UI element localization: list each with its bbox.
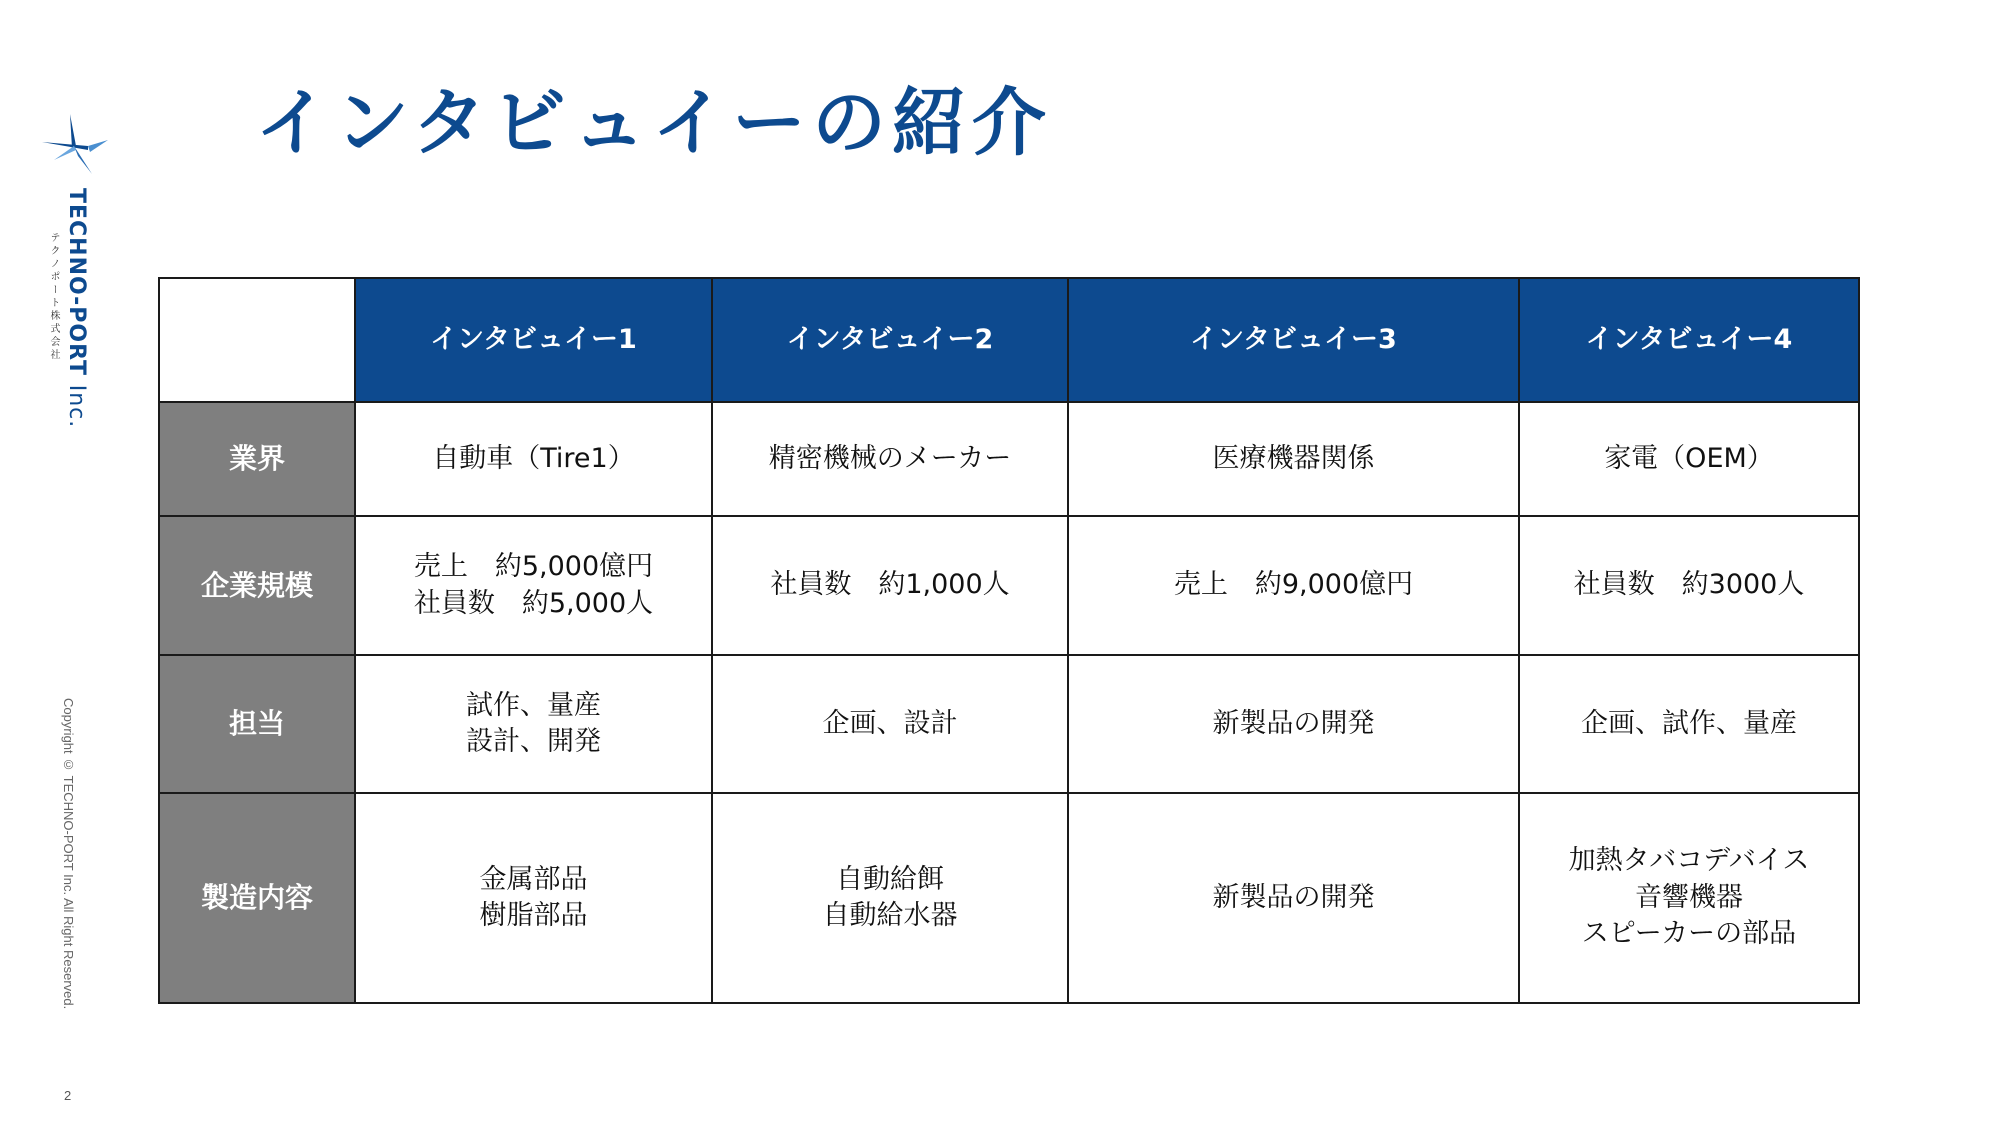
table-cell	[355, 655, 712, 793]
table-cell	[712, 793, 1068, 1003]
techno-port-logo-icon	[40, 112, 110, 182]
column-header-interviewee-4: インタビュイー4	[1519, 278, 1859, 402]
table-cell	[355, 793, 712, 1003]
brand-subtitle: テクノポート株式会社	[48, 232, 59, 362]
interviewee-table	[158, 277, 1860, 1004]
table-row-company-size	[159, 516, 1859, 655]
row-header-products: 製造内容	[159, 793, 355, 1003]
table-row-industry	[159, 402, 1859, 516]
row-header-industry: 業界	[159, 402, 355, 516]
cell-line: 樹脂部品	[479, 900, 588, 931]
cell-line: 試作、量産	[466, 689, 601, 721]
column-header-interviewee-2: インタビュイー2	[712, 278, 1068, 402]
table-row-role	[159, 655, 1859, 793]
table-cell	[1068, 516, 1519, 655]
table-cell	[1068, 655, 1519, 793]
cell-line: 医療機器関係	[1212, 442, 1375, 474]
table-header-row	[159, 278, 1859, 402]
table-row-products	[159, 793, 1859, 1003]
cell-line: 新製品の開発	[1212, 707, 1375, 739]
table-cell	[355, 402, 712, 516]
cell-line: 自動車（Tire1）	[432, 442, 635, 474]
row-header-company-size: 企業規模	[159, 516, 355, 655]
page-title: インタビュイーの紹介	[255, 80, 1053, 166]
cell-line: スピーカーの部品	[1581, 918, 1797, 950]
copyright-notice: Copyright © TECHNO-PORT Inc. All Right Reserved.	[61, 698, 76, 1010]
table-cell	[1068, 402, 1519, 516]
table-corner-cell	[159, 278, 355, 402]
page-number: 2	[64, 1088, 72, 1103]
cell-line: 自動給水器	[822, 900, 958, 931]
cell-line: 家電（OEM）	[1604, 442, 1774, 474]
cell-line: 金属部品	[479, 863, 588, 895]
cell-line: 精密機械のメーカー	[768, 442, 1012, 474]
cell-line: 売上 約9,000億円	[1173, 569, 1414, 601]
cell-line: 加熱タバコデバイス	[1568, 845, 1810, 877]
table-cell	[1068, 793, 1519, 1003]
table-cell	[1519, 402, 1859, 516]
brand-name-text: TECHNO-PORT	[64, 188, 89, 377]
cell-line: 新製品の開発	[1212, 881, 1375, 913]
cell-line: 企画、試作、量産	[1581, 707, 1797, 739]
table-cell	[1519, 793, 1859, 1003]
cell-line: 設計、開発	[466, 726, 601, 757]
cell-line: 社員数 約5,000人	[413, 587, 654, 619]
table-cell	[355, 516, 712, 655]
row-header-role: 担当	[159, 655, 355, 793]
cell-line: 社員数 約3000人	[1573, 569, 1805, 601]
brand-name	[65, 188, 87, 428]
table-cell	[1519, 655, 1859, 793]
table-cell	[712, 655, 1068, 793]
cell-line: 自動給餌	[836, 863, 944, 895]
column-header-interviewee-3: インタビュイー3	[1068, 278, 1519, 402]
table-cell	[712, 516, 1068, 655]
cell-line: 音響機器	[1635, 881, 1743, 913]
table-cell	[1519, 516, 1859, 655]
cell-line: 売上 約5,000億円	[413, 551, 654, 583]
brand-suffix: Inc.	[64, 384, 89, 429]
table-cell	[712, 402, 1068, 516]
cell-line: 企画、設計	[822, 707, 958, 739]
cell-line: 社員数 約1,000人	[770, 569, 1010, 601]
column-header-interviewee-1: インタビュイー1	[355, 278, 712, 402]
